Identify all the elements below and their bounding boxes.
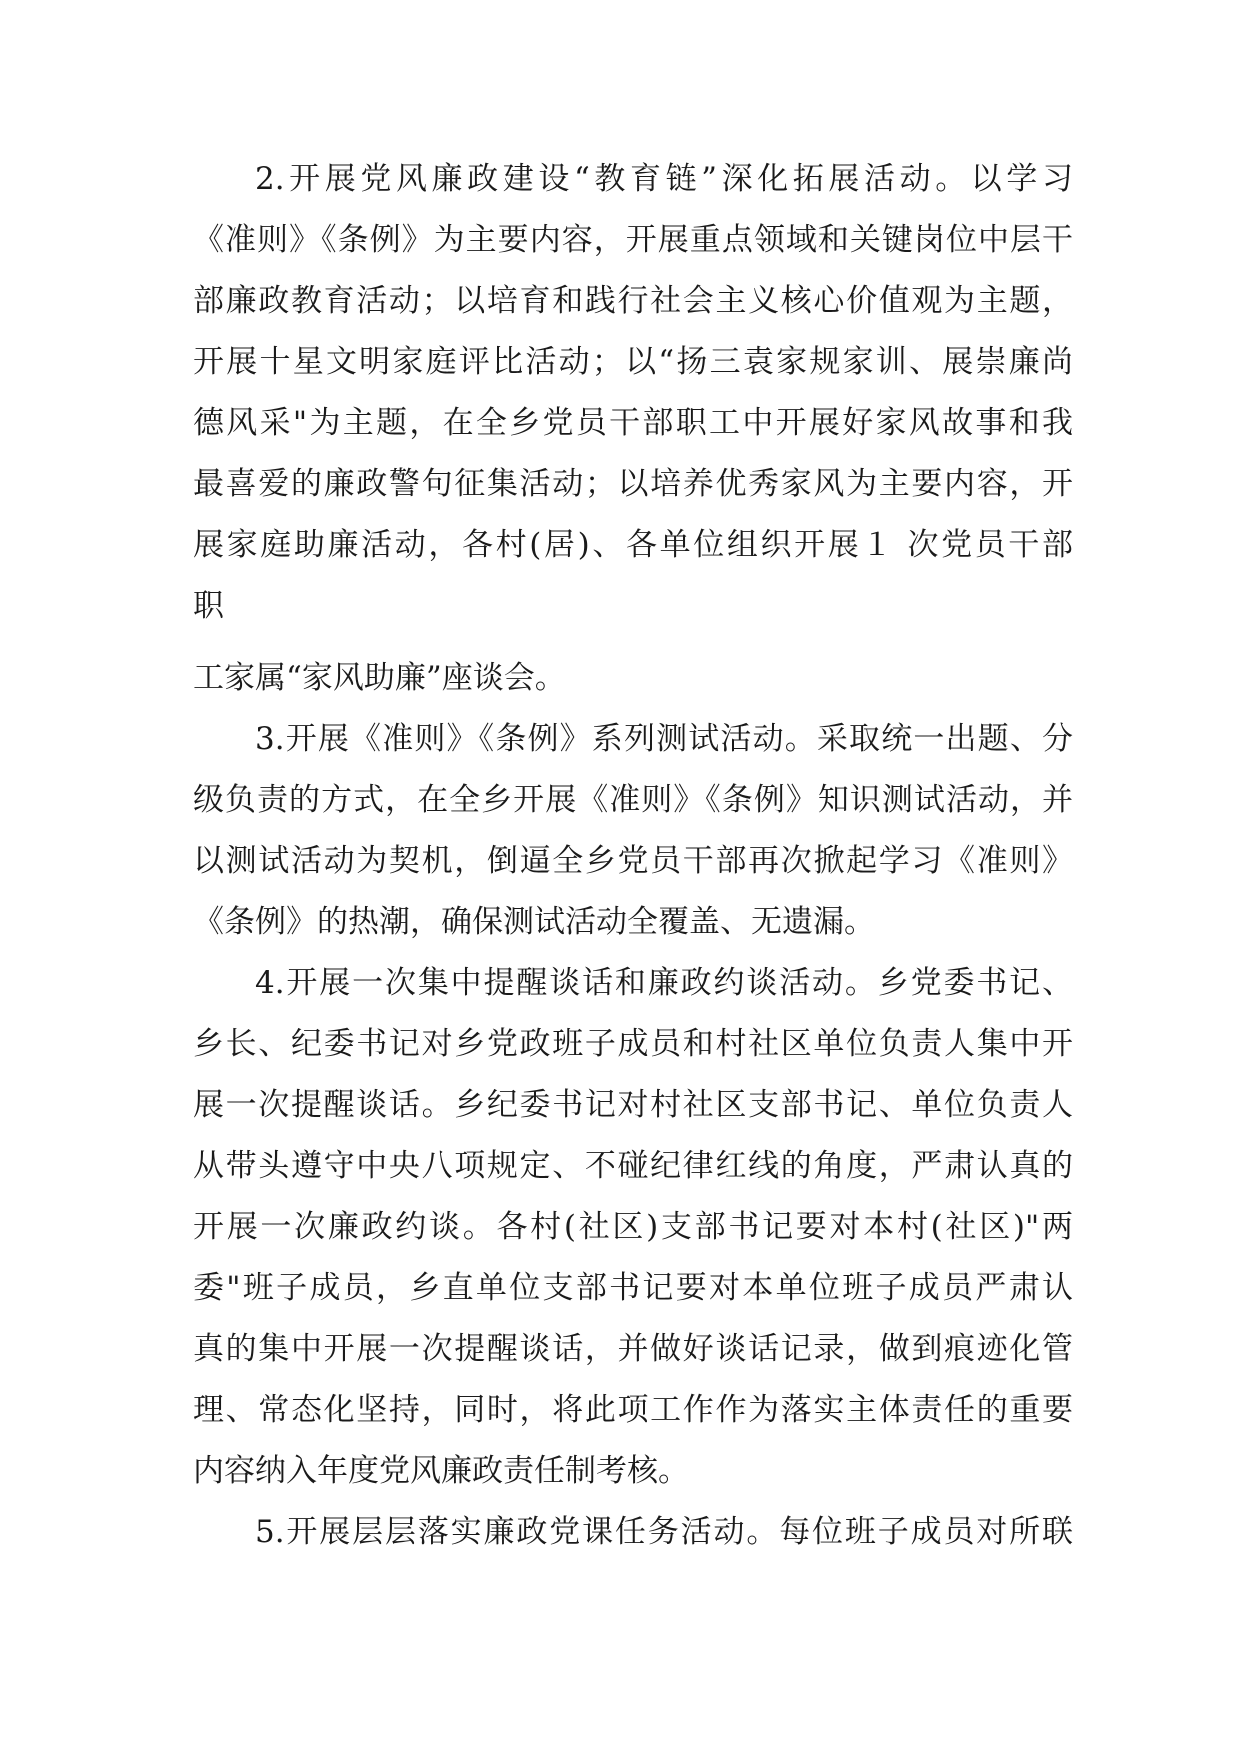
paragraph-2-line-1: 2.开展党风廉政建设“教育链”深化拓展活动。以学习 bbox=[255, 161, 1073, 197]
document-body bbox=[193, 160, 1073, 1574]
paragraph-4-line-7: 真的集中开展一次提醒谈话，并做好谈话记录，做到痕迹化管 bbox=[193, 1331, 1073, 1367]
paragraph-4-line-4: 从带头遵守中央八项规定、不碰纪律红线的角度，严肃认真的 bbox=[193, 1148, 1073, 1184]
paragraph-2-line-8: 职 bbox=[193, 588, 224, 624]
paragraph-2-line-9: 工家属“家风助廉”座谈会。 bbox=[193, 660, 566, 696]
paragraph-2-line-4: 开展十星文明家庭评比活动；以“扬三袁家规家训、展崇廉尚 bbox=[193, 344, 1073, 380]
paragraph-3-line-4: 《条例》的热潮，确保测试活动全覆盖、无遗漏。 bbox=[193, 904, 875, 940]
paragraph-4-line-3: 展一次提醒谈话。乡纪委书记对村社区支部书记、单位负责人 bbox=[193, 1087, 1073, 1123]
paragraph-2-line-5: 德风采"为主题，在全乡党员干部职工中开展好家风故事和我 bbox=[193, 405, 1073, 441]
paragraph-5-line-1: 5.开展层层落实廉政党课任务活动。每位班子成员对所联 bbox=[255, 1514, 1073, 1550]
paragraph-4-line-5: 开展一次廉政约谈。各村(社区)支部书记要对本村(社区)"两 bbox=[193, 1209, 1073, 1245]
paragraph-4-line-2: 乡长、纪委书记对乡党政班子成员和村社区单位负责人集中开 bbox=[193, 1026, 1073, 1062]
paragraph-3-line-2: 级负责的方式，在全乡开展《准则》《条例》知识测试活动，并 bbox=[193, 782, 1073, 818]
paragraph-4-line-1: 4.开展一次集中提醒谈话和廉政约谈活动。乡党委书记、 bbox=[255, 965, 1073, 1001]
paragraph-2-line-6: 最喜爱的廉政警句征集活动；以培养优秀家风为主要内容，开 bbox=[193, 466, 1073, 502]
line-gap bbox=[193, 648, 1073, 659]
paragraph-2-line-7: 展家庭助廉活动，各村(居)、各单位组织开展１ 次党员干部 bbox=[193, 527, 1073, 563]
paragraph-4-line-9: 内容纳入年度党风廉政责任制考核。 bbox=[193, 1453, 689, 1489]
paragraph-2-line-2: 《准则》《条例》为主要内容，开展重点领域和关键岗位中层干 bbox=[193, 222, 1073, 258]
paragraph-4-line-8: 理、常态化坚持，同时，将此项工作作为落实主体责任的重要 bbox=[193, 1392, 1073, 1428]
paragraph-2-line-3: 部廉政教育活动；以培育和践行社会主义核心价值观为主题， bbox=[193, 283, 1073, 319]
paragraph-3-line-3: 以测试活动为契机，倒逼全乡党员干部再次掀起学习《准则》 bbox=[193, 843, 1073, 879]
paragraph-3-line-1: 3.开展《准则》《条例》系列测试活动。采取统一出题、分 bbox=[255, 721, 1073, 757]
paragraph-4-line-6: 委"班子成员，乡直单位支部书记要对本单位班子成员严肃认 bbox=[193, 1270, 1073, 1306]
